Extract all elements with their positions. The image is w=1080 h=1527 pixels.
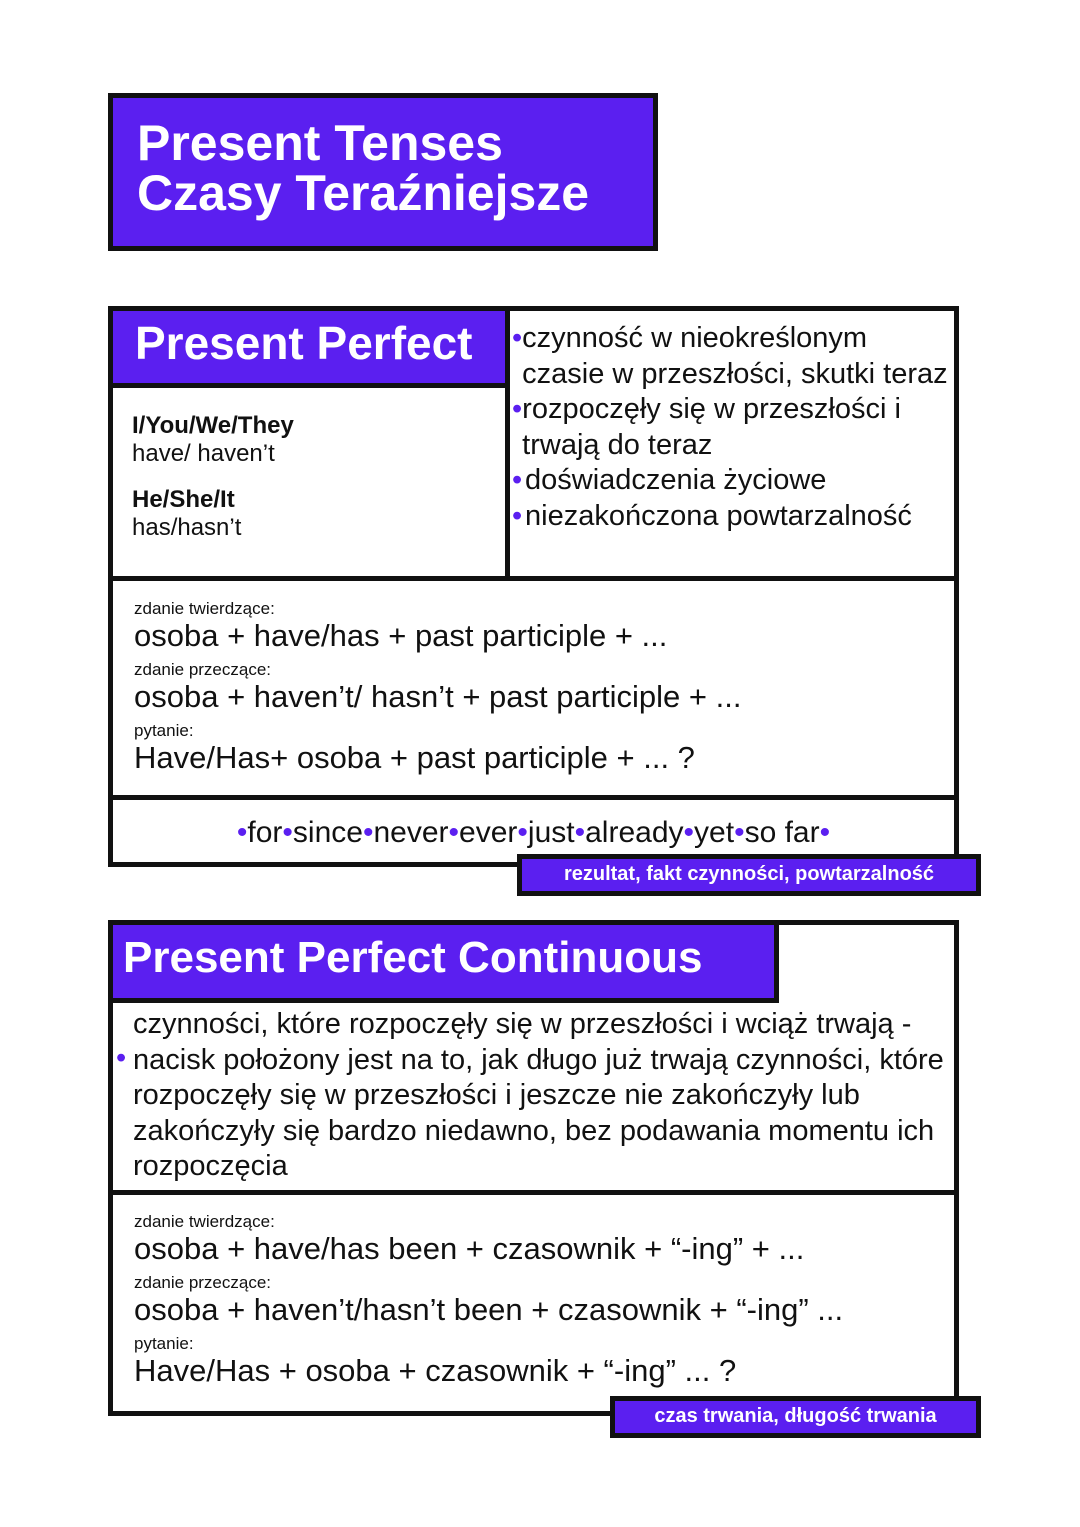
list-item: • niezakończona powtarzalność	[512, 499, 952, 535]
bullet-icon: •	[116, 1042, 127, 1074]
keyword: just	[527, 816, 575, 849]
subject-plural: I/You/We/They	[132, 412, 294, 439]
structure-label: pytanie:	[134, 1334, 194, 1353]
keyword: yet	[694, 816, 735, 849]
bullet-icon: •	[362, 816, 374, 849]
structure-label: zdanie przeczące:	[134, 1273, 272, 1292]
keyword: for	[247, 816, 283, 849]
bullet-icon: •	[512, 499, 523, 532]
usage-list	[512, 321, 952, 534]
divider	[505, 306, 510, 580]
bullet-icon: •	[512, 464, 523, 496]
keyword: since	[292, 816, 363, 849]
structures	[134, 1212, 843, 1389]
structure-label: zdanie twierdzące:	[134, 599, 275, 618]
bullet-icon: •	[512, 393, 523, 425]
structure-formula: Have/Has + osoba + czasownik + “-ing” ... ?	[134, 1353, 737, 1388]
structure-label: zdanie przeczące:	[134, 660, 272, 679]
structure-formula: Have/Has+ osoba + past participle + ... ?	[134, 740, 695, 775]
bullet-icon: •	[236, 816, 248, 849]
bullet-icon: •	[517, 816, 528, 849]
divider	[108, 576, 959, 581]
aux-plural: have/ haven’t	[132, 440, 275, 467]
present-perfect-heading: Present Perfect	[113, 311, 507, 388]
structure-formula: osoba + have/has + past participle + ...	[134, 618, 668, 653]
description: czynności, które rozpoczęły się w przeszłości i wciąż trwają - nacisk położony jest na to, jak długo już trwają czynności, które rozpoczęły się w przeszłości i jeszcze nie zakończyły lub zakończyły się bardzo niedawno, bez podawania momentu ich rozpoczęcia	[133, 1008, 944, 1182]
structures	[134, 599, 741, 776]
keyword: already	[585, 816, 684, 849]
present-perfect-continuous-heading: Present Perfect Continuous	[113, 925, 779, 1003]
time-expressions	[113, 815, 954, 851]
title-english: Present Tenses	[137, 115, 503, 171]
list-item: • doświadczenia życiowe	[512, 463, 952, 499]
bullet-icon: •	[282, 816, 293, 849]
structure-formula: osoba + haven’t/hasn’t been + czasownik + “-ing” ...	[134, 1292, 844, 1327]
keyword: so far	[744, 816, 820, 849]
page-title	[108, 93, 658, 251]
divider	[108, 795, 959, 800]
keyword: ever	[459, 816, 518, 849]
list-item: • czynność w nieokreślonym czasie w przeszłości, skutki teraz	[512, 321, 952, 392]
conjugation-forms	[132, 412, 294, 542]
bullet-icon: •	[448, 816, 460, 849]
subject-singular: He/She/It	[132, 486, 235, 513]
structure-formula: osoba + haven’t/ hasn’t + past participle + ...	[134, 679, 742, 714]
structure-label: pytanie:	[134, 721, 194, 740]
bullet-icon: •	[512, 322, 523, 354]
bullet-icon: •	[574, 816, 586, 849]
list-item: • rozpoczęły się w przeszłości i trwają do teraz	[512, 392, 952, 463]
usage-tag: rezultat, fakt czynności, powtarzalność	[517, 854, 981, 896]
structure-label: zdanie twierdzące:	[134, 1212, 275, 1231]
bullet-icon: •	[734, 816, 745, 849]
structure-formula: osoba + have/has been + czasownik + “-ing” + ...	[134, 1231, 805, 1266]
title-polish: Czasy Teraźniejsze	[137, 165, 590, 221]
divider	[108, 1190, 959, 1195]
keyword: never	[373, 816, 449, 849]
bullet-icon: •	[683, 816, 695, 849]
usage-tag: czas trwania, długość trwania	[610, 1396, 981, 1438]
bullet-icon: •	[819, 816, 831, 849]
aux-singular: has/hasn’t	[132, 514, 242, 541]
